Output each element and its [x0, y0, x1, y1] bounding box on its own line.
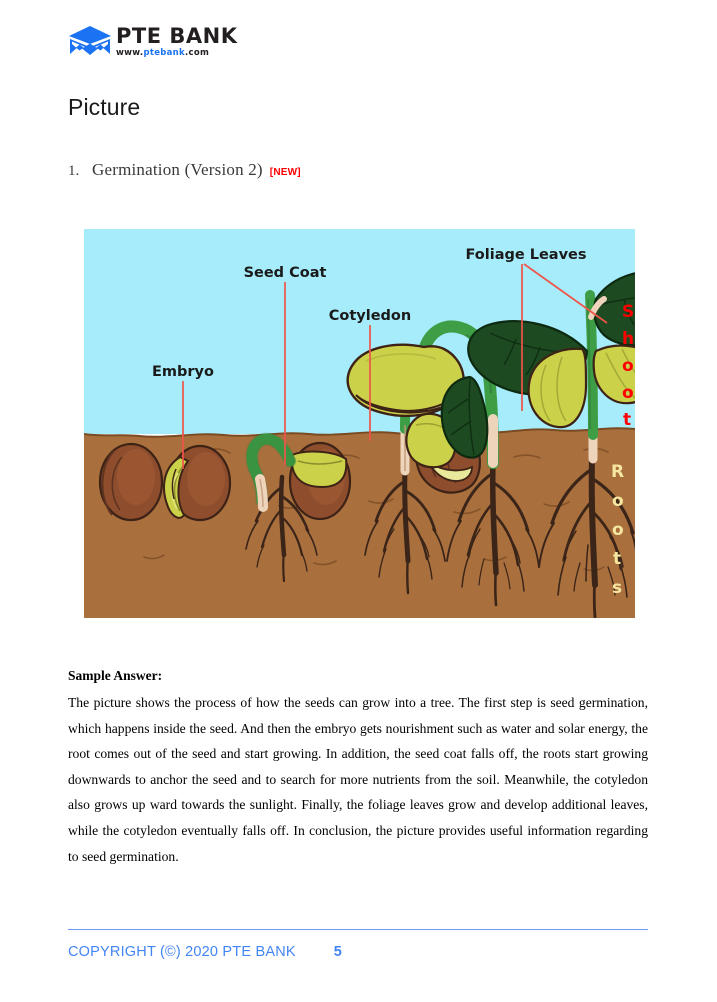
brand-logo[interactable]: [68, 25, 237, 59]
list-item-title: Germination (Version 2): [92, 160, 263, 179]
footer-divider: [68, 929, 648, 930]
label-cotyledon: Cotyledon: [328, 308, 412, 324]
label-roots-letter-4: s: [612, 578, 623, 598]
brand-url-tld: .com: [185, 48, 210, 58]
label-roots-letter-1: o: [612, 491, 624, 511]
label-foliage-leaves: Foliage Leaves: [465, 247, 587, 263]
label-roots-letter-2: o: [612, 520, 624, 540]
label-shoot-letter-4: t: [623, 410, 632, 430]
label-embryo: Embryo: [152, 364, 214, 380]
footer-page-number: 5: [333, 944, 342, 960]
page-footer: [68, 944, 648, 960]
list-item-number: 1.: [68, 163, 80, 179]
label-seed-coat: Seed Coat: [243, 265, 327, 281]
footer-copyright: COPYRIGHT (©) 2020 PTE BANK: [68, 944, 296, 960]
brand-url-www: www.: [116, 48, 144, 58]
stage-1-seed: [100, 444, 162, 520]
label-shoot-letter-2: o: [622, 356, 634, 376]
graduation-cap-icon: [68, 25, 112, 57]
germination-diagram: [84, 229, 635, 618]
label-roots-letter-0: R: [611, 462, 625, 482]
label-shoot-letter-3: o: [622, 383, 634, 403]
brand-text: [116, 25, 237, 59]
page-title: Picture: [68, 94, 141, 120]
germination-svg: [84, 229, 635, 618]
sample-answer-text: The picture shows the process of how the seeds can grow into a tree. The first step is seed germination, which happens inside the seed. And then the embryo gets nourishment such as water and solar energy, the root comes out of the seed and start growing. In addition, the seed coat falls off, the roots start growing downwards to anchor the seed and to search for more nutrients from the soil. Meanwhile, the cotyledon also grows up ward towards the sunlight. Finally, the foliage leaves grow and develop additional leaves, while the cotyledon eventually falls off. In conclusion, the picture provides useful information regarding to seed germination.: [68, 695, 648, 864]
label-shoot-letter-1: h: [622, 329, 635, 349]
status-badge-new: [NEW]: [269, 167, 301, 178]
label-shoot-letter-0: S: [622, 302, 635, 322]
brand-name: PTE BANK: [116, 24, 238, 48]
list-item-germination: [68, 160, 301, 180]
brand-url-domain: ptebank: [143, 48, 185, 58]
brand-url: [116, 48, 237, 59]
sample-answer-label: Sample Answer:: [68, 668, 163, 683]
label-roots-letter-3: t: [613, 549, 622, 569]
